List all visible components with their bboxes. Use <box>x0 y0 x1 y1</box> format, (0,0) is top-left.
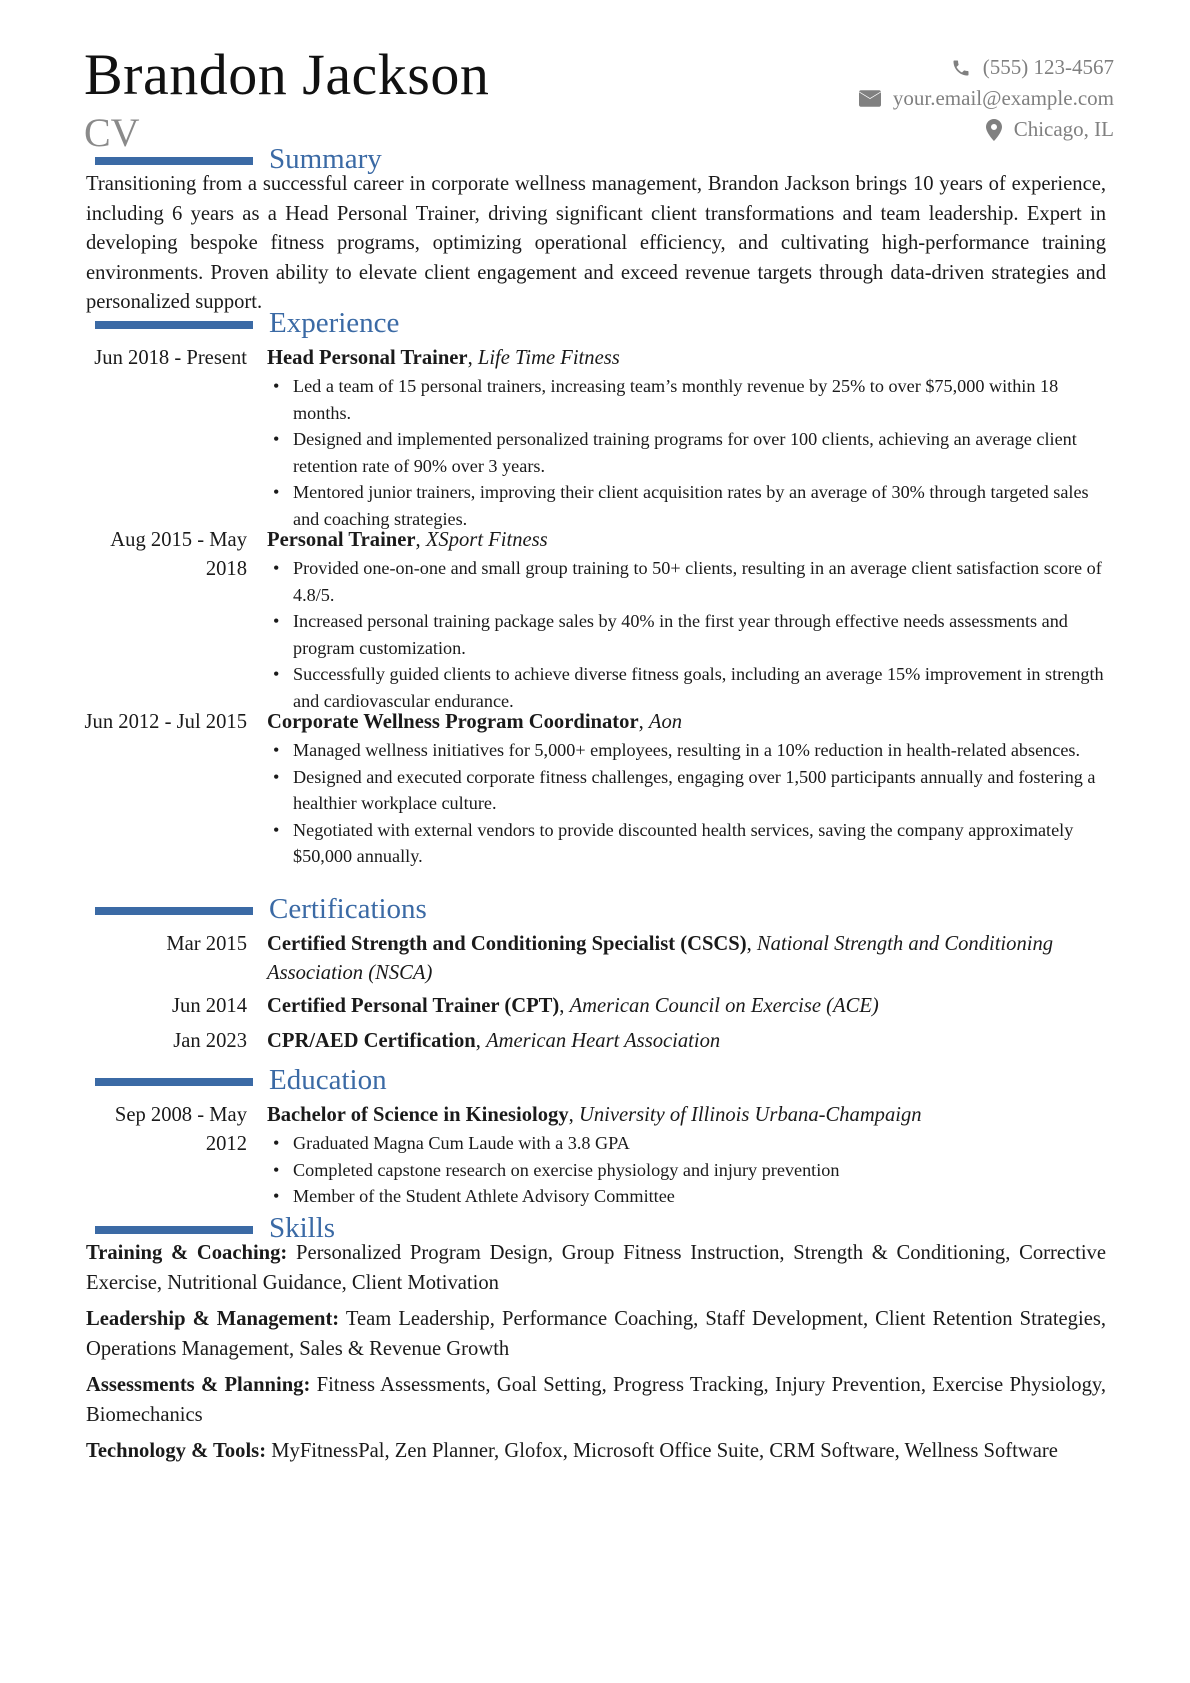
skill-list: Team Leadership, Performance Coaching, Staff Development, Client Retention Strategies, Operations Management, Sales & Revenue Growth <box>86 1308 1107 1360</box>
entry-date: Sep 2008 - May 2012 <box>114 1104 247 1155</box>
skill-group <box>86 1305 1106 1364</box>
list-item: • Member of the Student Athlete Advisory Committee <box>267 1183 1105 1210</box>
section-accent-bar <box>95 1226 253 1234</box>
email-text: your.email@example.com <box>892 86 1114 110</box>
skill-group <box>86 1371 1106 1430</box>
education-org: University of Illinois Urbana-Champaign <box>578 1104 922 1126</box>
entry-bullets <box>267 737 1105 870</box>
map-pin-icon <box>986 119 1002 141</box>
skill-category: Technology & Tools: <box>86 1440 267 1462</box>
entry-role: Head Personal Trainer <box>267 347 468 369</box>
entry-role: Personal Trainer <box>267 529 416 551</box>
list-item: • Graduated Magna Cum Laude with a 3.8 GPA <box>267 1130 1105 1157</box>
phone-text: (555) 123-4567 <box>982 55 1114 79</box>
entry-body: Bachelor of Science in Kinesiology, University of Illinois Urbana-Champaign • Graduated Magna Cum Laude with a 3.8 GPA • Completed capstone research on exercise physiology and injury prevention • Member of the Student Athlete Advisory Committee <box>267 1101 1105 1210</box>
skill-list: Fitness Assessments, Goal Setting, Progress Tracking, Injury Prevention, Exercise Physiology, Biomechanics <box>86 1374 1106 1426</box>
section-title: Education <box>269 1064 387 1096</box>
entry-body: Corporate Wellness Program Coordinator, Aon • Managed wellness initiatives for 5,000+ employees, resulting in a 10% reduction in health-related absences. • Designed and executed corporate fitness challenges, engaging over 1,500 participants annually and fostering a healthier workplace culture. • Negotiated with external vendors to provide discounted health services, saving the company approximately $50,000 annually. <box>267 708 1105 870</box>
entry-body: Certified Strength and Conditioning Specialist (CSCS), National Strength and Conditioning Association (NSCA) <box>267 933 1054 984</box>
education-degree: Bachelor of Science in Kinesiology <box>267 1104 569 1126</box>
contact-location <box>714 114 1114 145</box>
list-item: • Negotiated with external vendors to provide discounted health services, saving the company approximately $50,000 annually. <box>267 817 1105 870</box>
skill-group <box>86 1437 1106 1467</box>
list-item: • Completed capstone research on exercise physiology and injury prevention <box>267 1157 1105 1184</box>
section-education-heading <box>95 1063 387 1097</box>
envelope-icon <box>859 90 881 107</box>
skill-category: Leadership & Management: <box>86 1308 340 1330</box>
entry-date: Mar 2015 <box>166 933 247 955</box>
document-subtitle: CV <box>84 110 140 155</box>
candidate-name: Brandon Jackson <box>84 42 490 107</box>
section-accent-bar <box>95 321 253 329</box>
entry-body: Certified Personal Trainer (CPT), American Council on Exercise (ACE) <box>267 995 879 1017</box>
contact-email[interactable] <box>714 83 1114 114</box>
entry-org: Life Time Fitness <box>477 347 620 369</box>
entry-date: Jun 2018 - Present <box>94 347 247 369</box>
skill-list: Personalized Program Design, Group Fitness Instruction, Strength & Conditioning, Corrective Exercise, Nutritional Guidance, Client Motivation <box>86 1242 1106 1294</box>
entry-body: CPR/AED Certification, American Heart Association <box>267 1030 721 1052</box>
entry-bullets <box>267 1130 1105 1210</box>
entry-date: Jun 2014 <box>172 995 247 1017</box>
entry-org: Aon <box>648 711 683 733</box>
entry-bullets <box>267 555 1105 714</box>
summary-text: Transitioning from a successful career in corporate wellness management, Brandon Jackson brings 10 years of experience, including 6 years as a Head Personal Trainer, driving significant client transformations and team leadership. Expert in developing bespoke fitness programs, optimizing operational efficiency, and cultivating high-performance training environments. Proven ability to elevate client engagement and exceed revenue targets through data-driven strategies and personalized support. <box>86 173 1106 313</box>
certification-name: Certified Personal Trainer (CPT) <box>267 995 560 1017</box>
entry-date: Jan 2023 <box>173 1030 247 1052</box>
entry-org: XSport Fitness <box>425 529 548 551</box>
entry-body: Head Personal Trainer, Life Time Fitness • Led a team of 15 personal trainers, increasing team’s monthly revenue by 25% to over $75,000 within 18 months. • Designed and implemented personalized training programs for over 100 clients, achieving an average client retention rate of 90% over 3 years. • Mentored junior trainers, improving their client acquisition rates by an average of 30% through targeted sales and coaching strategies. <box>267 344 1105 532</box>
section-accent-bar <box>95 157 253 165</box>
list-item: • Led a team of 15 personal trainers, increasing team’s monthly revenue by 25% to over $75,000 within 18 months. <box>267 373 1105 426</box>
entry-date: Aug 2015 - May 2018 <box>110 529 247 580</box>
section-accent-bar <box>95 907 253 915</box>
contact-phone[interactable] <box>714 52 1114 83</box>
entry-body: Personal Trainer, XSport Fitness • Provided one-on-one and small group training to 50+ clients, resulting in an average client satisfaction score of 4.8/5. • Increased personal training package sales by 40% in the first year through effective needs assessments and program customization. • Successfully guided clients to achieve diverse fitness goals, including an average 15% improvement in strength and cardiovascular endurance. <box>267 526 1105 714</box>
phone-icon <box>951 58 971 78</box>
skill-category: Training & Coaching: <box>86 1242 288 1264</box>
section-title: Certifications <box>269 893 427 925</box>
certification-org: American Heart Association <box>486 1030 721 1052</box>
list-item: • Successfully guided clients to achieve diverse fitness goals, including an average 15% improvement in strength and cardiovascular endurance. <box>267 661 1105 714</box>
certification-name: Certified Strength and Conditioning Specialist (CSCS) <box>267 933 747 955</box>
list-item: • Provided one-on-one and small group training to 50+ clients, resulting in an average client satisfaction score of 4.8/5. <box>267 555 1105 608</box>
skill-list: MyFitnessPal, Zen Planner, Glofox, Microsoft Office Suite, CRM Software, Wellness Software <box>271 1440 1058 1462</box>
list-item: • Increased personal training package sales by 40% in the first year through effective needs assessments and program customization. <box>267 608 1105 661</box>
section-title: Skills <box>269 1212 336 1244</box>
section-accent-bar <box>95 1078 253 1086</box>
skill-group <box>86 1239 1106 1298</box>
section-experience-heading <box>95 306 399 340</box>
section-title: Summary <box>269 143 382 175</box>
entry-bullets <box>267 373 1105 532</box>
entry-role: Corporate Wellness Program Coordinator <box>267 711 639 733</box>
skill-category: Assessments & Planning: <box>86 1374 311 1396</box>
location-text: Chicago, IL <box>1013 117 1114 141</box>
section-certifications-heading <box>95 892 427 926</box>
section-title: Experience <box>269 307 400 339</box>
list-item: • Managed wellness initiatives for 5,000+ employees, resulting in a 10% reduction in health-related absences. <box>267 737 1105 764</box>
list-item: • Mentored junior trainers, improving their client acquisition rates by an average of 30% through targeted sales and coaching strategies. <box>267 479 1105 532</box>
contact-block <box>714 52 1114 145</box>
list-item: • Designed and implemented personalized training programs for over 100 clients, achieving an average client retention rate of 90% over 3 years. <box>267 426 1105 479</box>
certification-org: National Strength and Conditioning Association (NSCA) <box>267 933 1054 984</box>
list-item: • Designed and executed corporate fitness challenges, engaging over 1,500 participants annually and fostering a healthier workplace culture. <box>267 764 1105 817</box>
entry-date: Jun 2012 - Jul 2015 <box>84 711 247 733</box>
certification-name: CPR/AED Certification <box>267 1030 476 1052</box>
certification-org: American Council on Exercise (ACE) <box>569 995 879 1017</box>
